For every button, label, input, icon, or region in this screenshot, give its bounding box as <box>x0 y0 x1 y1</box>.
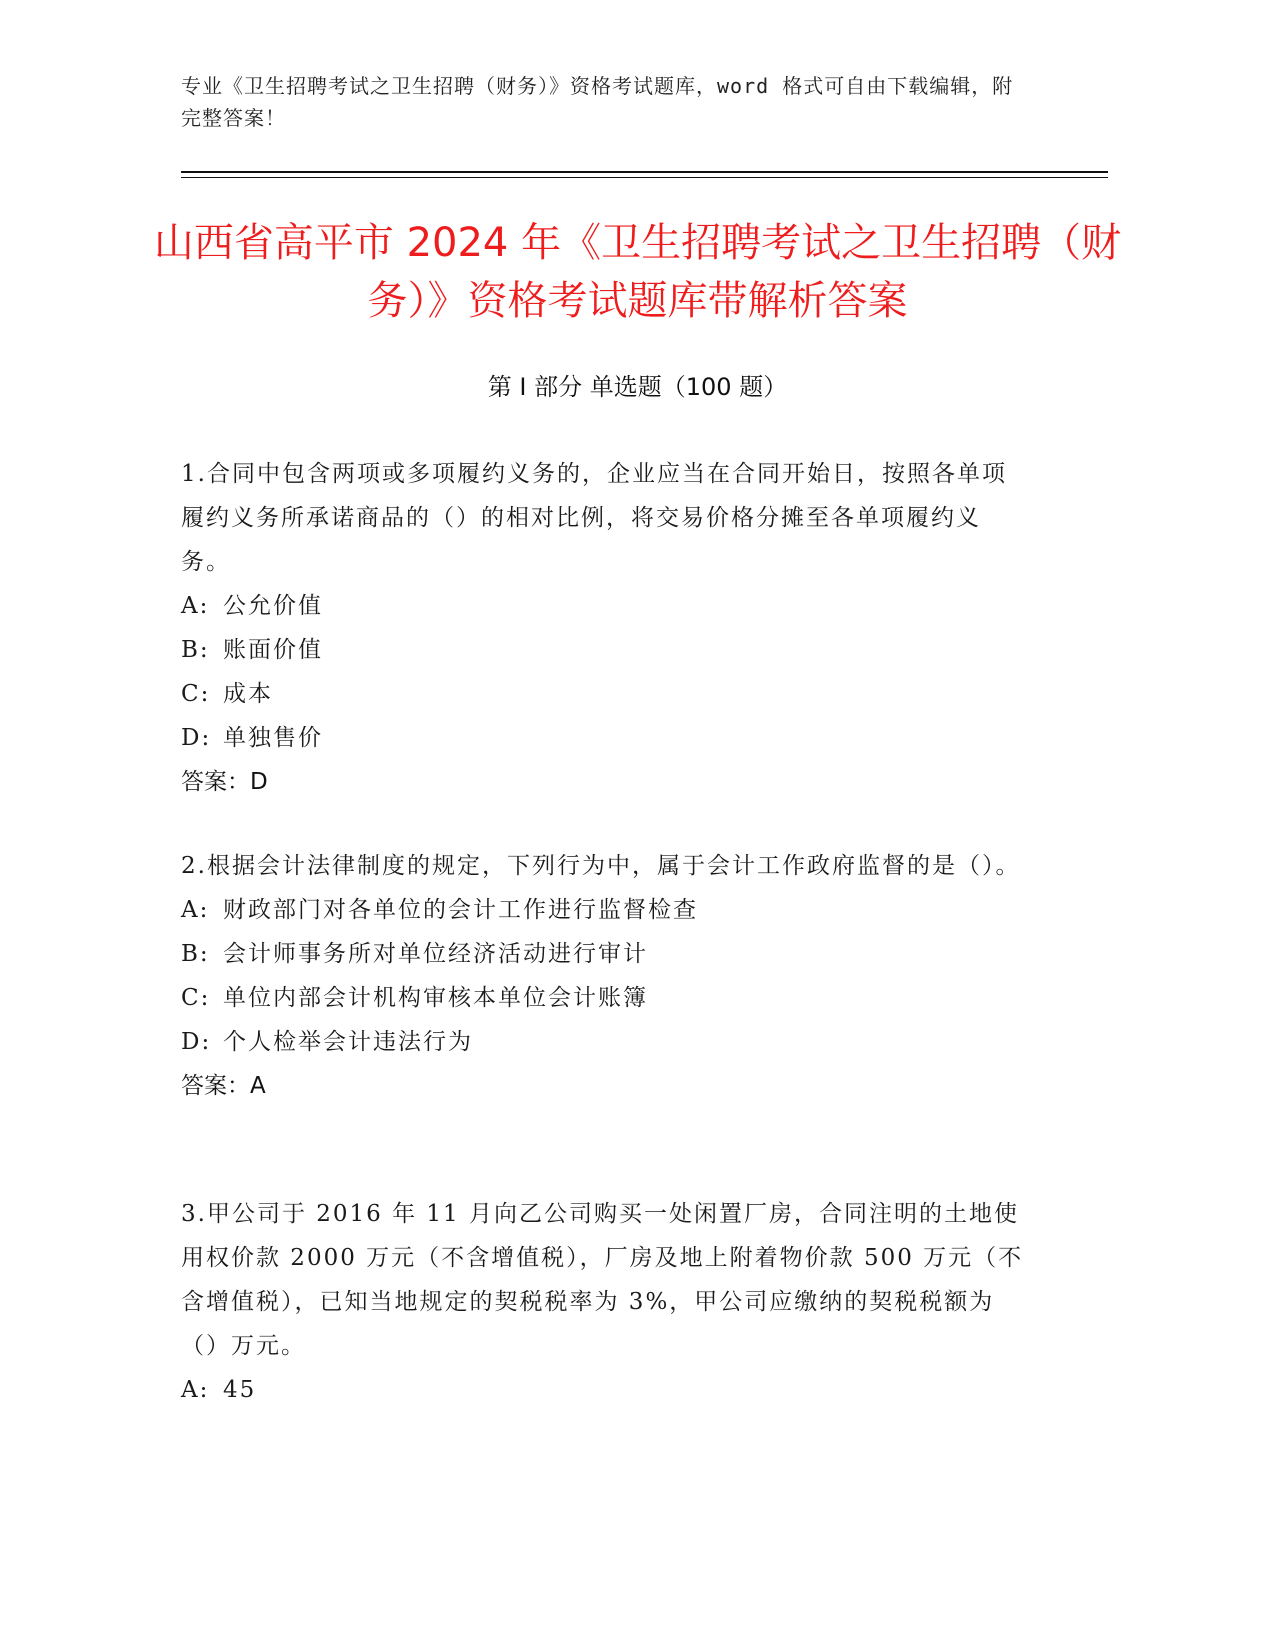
question-2 <box>181 844 1026 1108</box>
option-text: 财政部门对各单位的会计工作进行监督检查 <box>223 897 698 923</box>
option-text: 成本 <box>223 681 273 707</box>
question-1 <box>181 452 1026 804</box>
question-3 <box>181 1192 1026 1412</box>
option-letter: A: <box>181 897 210 923</box>
option-text: 账面价值 <box>223 637 323 663</box>
question-text: 1.合同中包含两项或多项履约义务的，企业应当在合同开始日，按照各单项履约义务所承诺商品的（）的相对比例，将交易价格分摊至各单项履约义务。 <box>181 461 1007 575</box>
option-letter: B: <box>181 941 210 967</box>
option-b <box>181 628 1026 672</box>
section-title: 第 I 部分 单选题（100 题） <box>487 373 788 401</box>
option-b <box>181 932 1026 976</box>
option-c <box>181 976 1026 1020</box>
option-letter: D: <box>181 725 212 751</box>
option-d <box>181 1020 1026 1064</box>
header-note: 专业《卫生招聘考试之卫生招聘（财务）》资格考试题库，word 格式可自由下载编辑，附完整答案！ <box>181 74 1014 130</box>
option-text: 单独售价 <box>223 725 323 751</box>
option-text: 单位内部会计机构审核本单位会计账簿 <box>223 985 648 1011</box>
option-letter: C: <box>181 681 211 707</box>
option-letter: C: <box>181 985 211 1011</box>
option-letter: D: <box>181 1029 212 1055</box>
question-text: 2.根据会计法律制度的规定，下列行为中，属于会计工作政府监督的是（）。 <box>181 853 1021 879</box>
option-c <box>181 672 1026 716</box>
option-text: 45 <box>223 1377 257 1403</box>
option-text: 公允价值 <box>223 593 323 619</box>
option-a <box>181 1368 1026 1412</box>
option-text: 个人检举会计违法行为 <box>223 1029 473 1055</box>
document-title: 山西省高平市 2024 年《卫生招聘考试之卫生招聘（财务）》资格考试题库带解析答案 <box>153 220 1122 324</box>
option-d <box>181 716 1026 760</box>
option-text: 会计师事务所对单位经济活动进行审计 <box>223 941 648 967</box>
option-a <box>181 584 1026 628</box>
option-letter: A: <box>181 593 210 619</box>
option-a <box>181 888 1026 932</box>
answer: 答案：A <box>181 1073 266 1099</box>
answer: 答案：D <box>181 769 268 795</box>
option-letter: B: <box>181 637 210 663</box>
question-text: 3.甲公司于 2016 年 11 月向乙公司购买一处闲置厂房，合同注明的土地使用权价款 2000 万元（不含增值税），厂房及地上附着物价款 500 万元（不含增值税），已知当地规定的契税税率为 3%，甲公司应缴纳的契税税额为（）万元。 <box>181 1201 1024 1359</box>
header-divider-thick <box>181 171 1108 173</box>
option-letter: A: <box>181 1377 210 1403</box>
header-divider-thin <box>181 177 1108 178</box>
